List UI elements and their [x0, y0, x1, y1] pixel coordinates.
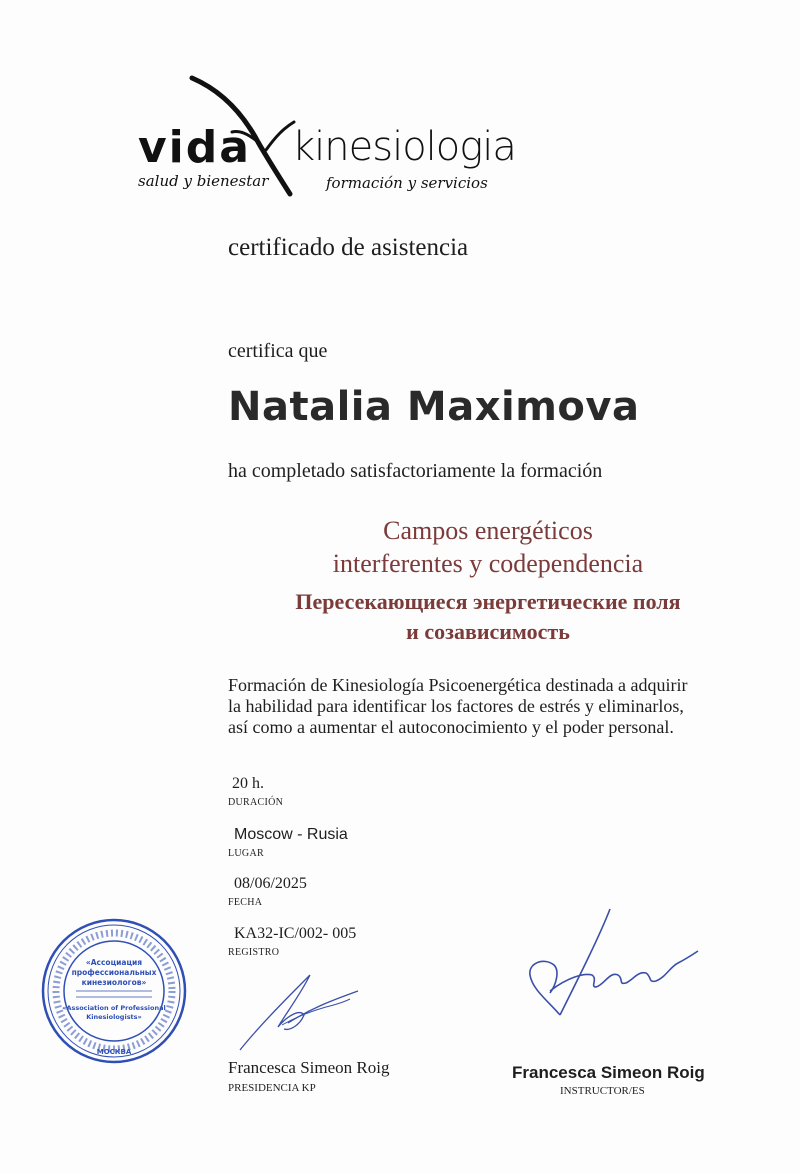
course-title-ru-line1: Пересекающиеся энергетические поля — [295, 589, 681, 614]
logo-vida: vida — [138, 122, 251, 173]
logo-kinesiologia: kinesiologia — [292, 124, 516, 170]
association-stamp-icon — [40, 917, 188, 1065]
course-title-es-line1: Campos energéticos — [383, 516, 593, 545]
place-label: LUGAR — [228, 848, 264, 859]
certifies-text: certifica que — [228, 340, 328, 362]
document-title: certificado de asistencia — [228, 234, 469, 261]
signature-right-icon — [520, 905, 710, 1025]
place-value: Moscow - Rusia — [234, 826, 348, 843]
stamp-bottom: МОСКВА — [96, 1048, 132, 1056]
course-title-es-line2: interferentes y codependencia — [332, 549, 644, 578]
logo-tagline-left: salud y bienestar — [138, 172, 269, 190]
recipient-name: Natalia Maximova — [228, 384, 640, 430]
signature-right-role: INSTRUCTOR/ES — [560, 1085, 645, 1097]
registry-value: KA32-IC/002- 005 — [234, 925, 357, 942]
stamp-line: кинезиологов» — [81, 978, 147, 987]
stamp-line: «Ассоциация — [85, 958, 143, 967]
description-line: así como a aumentar el autoconocimiento y el poder personal. — [228, 717, 674, 737]
duration-label: DURACIÓN — [228, 797, 284, 808]
logo-tagline-right: formación y servicios — [326, 174, 488, 192]
registry-label: REGISTRO — [228, 947, 280, 958]
date-value: 08/06/2025 — [234, 875, 307, 892]
signature-left-role: PRESIDENCIA KP — [228, 1082, 316, 1094]
stamp-line: профессиональных — [71, 968, 157, 977]
course-description — [228, 675, 728, 738]
description-line: la habilidad para identificar los factores de estrés y eliminarlos, — [228, 696, 684, 716]
course-title-ru-line2: и созависимость — [406, 619, 570, 644]
stamp-line: «Association of Professional — [62, 1004, 166, 1012]
duration-value: 20 h. — [232, 775, 264, 792]
signature-left-icon — [230, 965, 380, 1060]
description-line: Formación de Kinesiología Psicoenergética destinada a adquirir — [228, 675, 688, 695]
date-label: FECHA — [228, 897, 263, 908]
completed-text: ha completado satisfactoriamente la formación — [228, 460, 603, 482]
signature-right-name: Francesca Simeon Roig — [512, 1063, 705, 1082]
stamp-line: Kinesiologists» — [86, 1013, 142, 1021]
signature-left-name: Francesca Simeon Roig — [228, 1058, 390, 1077]
